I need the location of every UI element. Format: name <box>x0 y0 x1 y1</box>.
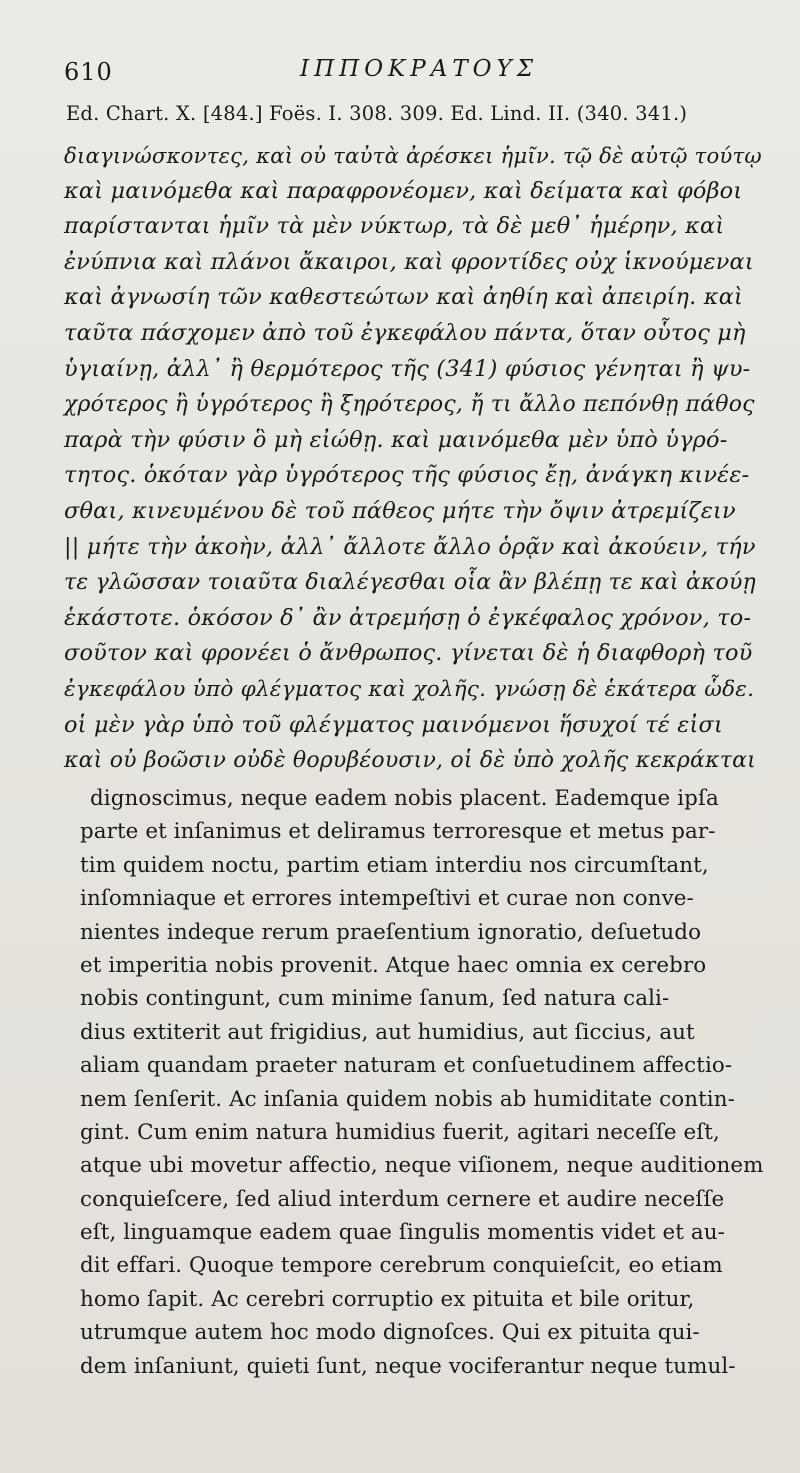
latin-line: homo ſapit. Ac cerebri corruptio ex pituita et bile oritur, <box>80 1286 695 1312</box>
greek-line: ἐνύπνια καὶ πλάνοι ἄκαιροι, καὶ φροντίδες οὐχ ἱκνούμεναι <box>64 248 754 275</box>
greek-line: σθαι, κινευμένου δὲ τοῦ πάθεος μήτε τὴν ὄψιν ἀτρεμίζειν <box>64 497 736 524</box>
latin-line: inſomniaque et errores intempeſtivi et curae non conve- <box>80 886 694 912</box>
latin-line: nientes indeque rerum praeſentium ignoratio, deſuetudo <box>80 919 702 945</box>
greek-text-block <box>64 138 764 779</box>
latin-line: atque ubi movetur affectio, neque viſionem, neque auditionem <box>80 1153 764 1179</box>
greek-line: ταῦτα πάσχομεν ἀπὸ τοῦ ἐγκεφάλου πάντα, ὅταν οὗτος μὴ <box>64 319 746 346</box>
greek-line: καὶ οὐ βοῶσιν οὐδὲ θορυβέουσιν, οἱ δὲ ὑπὸ χολῆς κεκράκται <box>64 748 756 774</box>
latin-line: dignoscimus, neque eadem nobis placent. Eademque ipſa <box>90 786 719 811</box>
greek-line: καὶ ἀγνωσίη τῶν καθεστεώτων καὶ ἀηθίη καὶ ἀπειρίη. καὶ <box>64 284 743 311</box>
edition-reference-line: Ed. Chart. X. [484.] Foës. I. 308. 309. Ed. Lind. II. (340. 341.) <box>66 102 688 125</box>
greek-line: καὶ μαινόμεθα καὶ παραφρονέομεν, καὶ δείματα καὶ φόβοι <box>64 177 743 204</box>
greek-line: ἑκάστοτε. ὁκόσον δ᾽ ἂν ἀτρεμήσῃ ὁ ἐγκέφαλος χρόνον, το- <box>64 604 752 631</box>
page-number: 610 <box>64 58 113 86</box>
greek-line: τητος. ὁκόταν γὰρ ὑγρότερος τῆς φύσιος ἔῃ, ἀνάγκη κινέε- <box>64 462 750 489</box>
latin-line: gint. Cum enim natura humidius fuerit, agitari neceſſe eſt, <box>80 1119 720 1145</box>
greek-line: χρότερος ἢ ὑγρότερος ἢ ξηρότερος, ἤ τι ἄλλο πεπόνθῃ πάθος <box>64 392 755 418</box>
greek-line: ὑγιαίνῃ, ἀλλ᾽ ἢ θερμότερος τῆς (341) φύσιος γένηται ἢ ψυ- <box>64 355 751 382</box>
latin-line: parte et inſanimus et deliramus terroresque et metus par- <box>80 819 716 845</box>
latin-translation-block <box>80 782 764 1383</box>
latin-line: dius extiterit aut frigidius, aut humidius, aut ſiccius, aut <box>80 1019 695 1045</box>
greek-line: ἐγκεφάλου ὑπὸ φλέγματος καὶ χολῆς. γνώσῃ δὲ ἑκάτερα ὧδε. <box>64 676 755 702</box>
latin-line: tim quidem noctu, partim etiam interdiu nos circumſtant, <box>80 852 709 878</box>
greek-line: διαγινώσκοντες, καὶ οὐ ταὐτὰ ἀρέσκει ἡμῖν. τῷ δὲ αὐτῷ τούτῳ <box>64 143 762 168</box>
latin-line: conquieſcere, ſed aliud interdum cernere et audire neceſſe <box>80 1186 725 1212</box>
latin-line: dit effari. Quoque tempore cerebrum conquieſcit, eo etiam <box>80 1253 723 1279</box>
latin-line: utrumque autem hoc modo dignoſces. Qui ex pituita qui- <box>80 1320 700 1346</box>
latin-line: et imperitia nobis provenit. Atque haec omnia ex cerebro <box>80 952 707 978</box>
latin-line: dem inſaniunt, quieti ſunt, neque vociferantur neque tumul- <box>80 1353 736 1379</box>
greek-line: τε γλῶσσαν τοιαῦτα διαλέγεσθαι οἷα ἂν βλέπῃ τε καὶ ἀκούῃ <box>64 570 756 596</box>
running-title: ΙΠΠΟΚΡΑΤΟΥΣ <box>300 56 538 82</box>
latin-line: nobis contingunt, cum minime ſanum, ſed natura cali- <box>80 986 670 1012</box>
greek-line: || μήτε τὴν ἀκοὴν, ἀλλ᾽ ἄλλοτε ἄλλο ὁρᾷν καὶ ἀκούειν, τήν <box>64 533 756 560</box>
greek-line: παρίστανται ἡμῖν τὰ μὲν νύκτωρ, τὰ δὲ μεθ᾽ ἡμέρην, καὶ <box>64 213 725 240</box>
latin-line: aliam quandam praeter naturam et conſuetudinem affectio- <box>80 1053 733 1079</box>
latin-line: eſt, linguamque eadem quae ſingulis momentis videt et au- <box>80 1220 725 1246</box>
latin-line: nem ſenſerit. Ac inſania quidem nobis ab humiditate contin- <box>80 1086 735 1112</box>
running-head <box>64 52 740 92</box>
greek-line: παρὰ τὴν φύσιν ὃ μὴ εἰώθῃ. καὶ μαινόμεθα μὲν ὑπὸ ὑγρό- <box>64 426 728 453</box>
greek-line: σοῦτον καὶ φρονέει ὁ ἄνθρωπος. γίνεται δὲ ἡ διαφθορὴ τοῦ <box>64 640 753 667</box>
greek-line: οἱ μὲν γὰρ ὑπὸ τοῦ φλέγματος μαινόμενοι ἥσυχοί τέ εἰσι <box>64 711 723 738</box>
